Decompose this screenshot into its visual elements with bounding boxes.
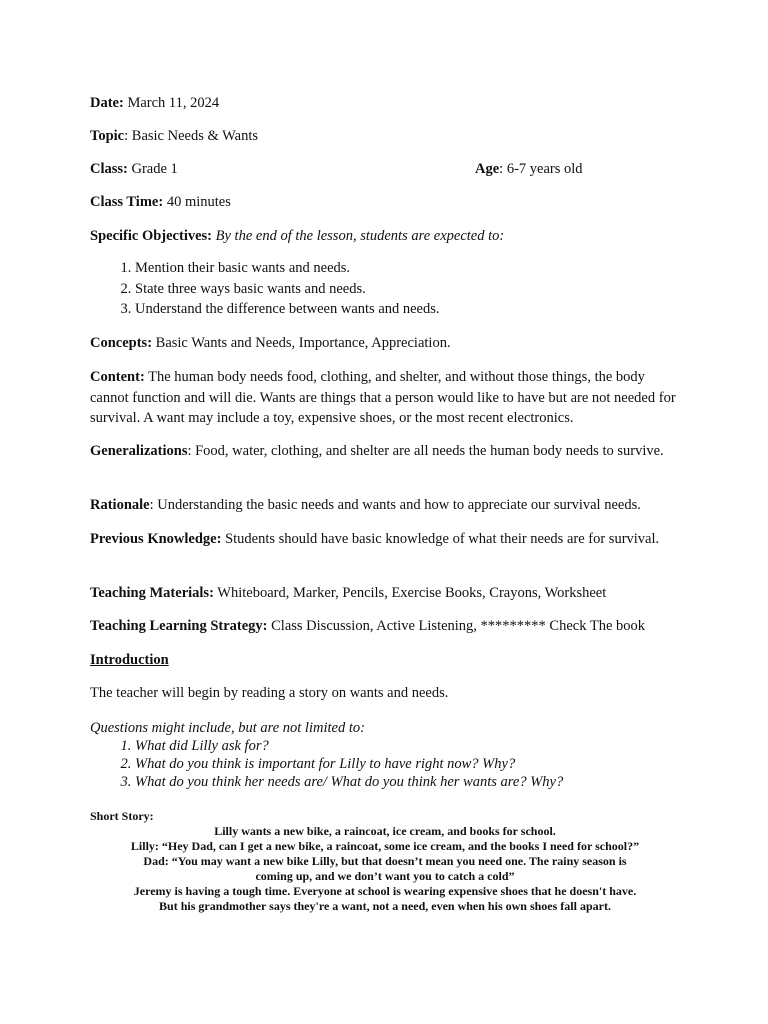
teaching-materials-label: Teaching Materials:: [90, 585, 214, 601]
objectives-line: [90, 226, 504, 246]
rationale-value: : Understanding the basic needs and wants and how to appreciate our survival needs.: [149, 497, 641, 513]
rationale-line: [90, 495, 641, 515]
story-line: But his grandmother says they're a want, not a need, even when his own shoes fall apart.: [159, 899, 611, 913]
generalizations-paragraph: [90, 441, 680, 462]
previous-knowledge-value: Students should have basic knowledge of what their needs are for survival.: [221, 531, 660, 547]
content-value: The human body needs food, clothing, and shelter, and without those things, the body cannot function and will die. Wants are things that a person would like to have but are not needed for survival. A want may include a toy, expensive shoes, or the most recent electronics.: [90, 369, 676, 426]
teaching-strategy-value: Class Discussion, Active Listening, ********* Check The book: [267, 618, 646, 634]
introduction-heading: Introduction: [90, 652, 169, 668]
age-label: Age: [475, 161, 500, 177]
objectives-label: Specific Objectives:: [90, 228, 213, 244]
generalizations-value: : Food, water, clothing, and shelter are all needs the human body needs to survive.: [187, 443, 664, 459]
story-line: Jeremy is having a tough time. Everyone at school is wearing expensive shoes that he doesn't have.: [133, 884, 637, 898]
generalizations-label: Generalizations: [90, 443, 188, 459]
date-value: March 11, 2024: [123, 95, 220, 111]
question-item: 1. What did Lilly ask for?: [135, 737, 695, 755]
class-label: Class:: [90, 161, 128, 177]
objective-item: 1. Mention their basic wants and needs.: [135, 258, 695, 279]
question-item: 3. What do you think her needs are/ What do you think her wants are? Why?: [135, 773, 695, 791]
objective-item: 3. Understand the difference between wants and needs.: [135, 299, 695, 320]
objectives-list: [90, 258, 695, 320]
previous-knowledge-label: Previous Knowledge:: [90, 531, 222, 547]
story-line: Lilly: “Hey Dad, can I get a new bike, a raincoat, some ice cream, and the books I need for school?”: [130, 839, 640, 853]
questions-list: [90, 737, 695, 791]
teaching-materials-line: [90, 583, 606, 603]
questions-intro: Questions might include, but are not limited to:: [90, 720, 365, 736]
concepts-line: [90, 333, 451, 353]
topic-value: : Basic Needs & Wants: [124, 128, 259, 144]
introduction-text: The teacher will begin by reading a story on wants and needs.: [90, 685, 449, 701]
concepts-value: Basic Wants and Needs, Importance, Appreciation.: [152, 335, 451, 351]
story-line: coming up, and we don’t want you to catch a cold”: [255, 869, 515, 883]
objective-item: 2. State three ways basic wants and needs.: [135, 279, 695, 300]
teaching-materials-value: Whiteboard, Marker, Pencils, Exercise Books, Crayons, Worksheet: [213, 585, 607, 601]
rationale-label: Rationale: [90, 497, 150, 513]
content-paragraph: [90, 367, 680, 429]
story-line: Dad: “You may want a new bike Lilly, but that doesn’t mean you need one. The rainy season is: [143, 854, 627, 868]
teaching-strategy-line: [90, 616, 645, 636]
class-time-label: Class Time:: [90, 194, 164, 210]
objectives-intro: By the end of the lesson, students are expected to:: [212, 228, 505, 244]
age-line: [475, 159, 583, 179]
story-line: Lilly wants a new bike, a raincoat, ice cream, and books for school.: [214, 824, 556, 838]
age-value: : 6-7 years old: [499, 161, 583, 177]
topic-label: Topic: [90, 128, 125, 144]
date-label: Date:: [90, 95, 124, 111]
class-time-value: 40 minutes: [163, 194, 231, 210]
teaching-strategy-label: Teaching Learning Strategy:: [90, 618, 268, 634]
class-value: Grade 1: [127, 161, 178, 177]
date-line: [90, 93, 219, 113]
previous-knowledge-paragraph: [90, 529, 680, 550]
short-story-heading: Short Story:: [90, 809, 154, 823]
class-line: [90, 159, 178, 179]
question-item: 2. What do you think is important for Lilly to have right now? Why?: [135, 755, 695, 773]
concepts-label: Concepts:: [90, 335, 153, 351]
content-label: Content:: [90, 369, 145, 385]
topic-line: [90, 126, 258, 146]
class-time-line: [90, 192, 231, 212]
short-story-text: [90, 824, 680, 914]
